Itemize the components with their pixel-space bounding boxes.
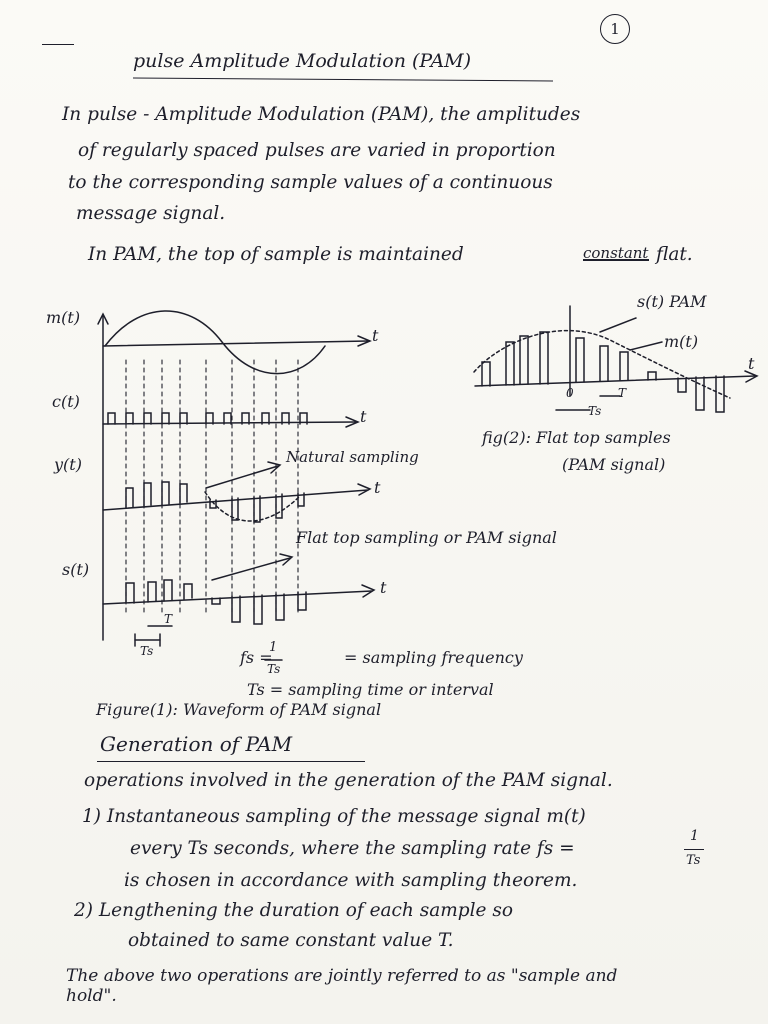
fig2-mt-label: m(t) — [664, 332, 699, 351]
generation-underline — [97, 761, 365, 762]
closing-line-2: hold". — [66, 986, 117, 1006]
generation-heading: Generation of PAM — [100, 732, 293, 756]
fs-lhs: fs = — [240, 648, 273, 667]
ct-label: c(t) — [52, 392, 80, 411]
intro-line-2: of regularly spaced pulses are varied in proportion — [78, 140, 556, 161]
step2-line-1: 2) Lengthening the duration of each sample so — [74, 900, 514, 921]
fig2-caption-2: (PAM signal) — [562, 455, 666, 474]
intro-line-1: In pulse - Amplitude Modulation (PAM), the amplitudes — [62, 104, 581, 125]
step1-frac-den: Ts — [686, 853, 701, 868]
st-t-label: t — [380, 578, 387, 597]
fig2-t-label: t — [748, 354, 755, 373]
intro-line-5a: In PAM, the top of sample is maintained — [88, 244, 464, 265]
fs-num: 1 — [269, 640, 278, 655]
natural-sampling-label: Natural sampling — [286, 448, 419, 466]
fig2-caption-1: fig(2): Flat top samples — [482, 428, 671, 447]
generation-intro: operations involved in the generation of the PAM signal. — [84, 770, 613, 791]
step1-line-3: is chosen in accordance with sampling theorem. — [124, 870, 578, 891]
ct-t-label: t — [360, 407, 367, 426]
ts-definition: Ts = sampling time or interval — [247, 680, 494, 699]
struck-word: constant — [583, 244, 649, 262]
page-title: pulse Amplitude Modulation (PAM) — [133, 50, 472, 72]
closing-line-1: The above two operations are jointly referred to as "sample and — [66, 966, 618, 986]
yt-label: y(t) — [54, 455, 82, 474]
step1-frac-num: 1 — [690, 828, 699, 844]
fs-den: Ts — [267, 662, 281, 676]
step2-line-2: obtained to same constant value T. — [128, 930, 454, 951]
yt-t-label: t — [374, 478, 381, 497]
fs-rhs: = sampling frequency — [344, 648, 523, 667]
fig2-Ts-label: Ts — [588, 404, 602, 418]
intro-line-4: message signal. — [76, 203, 226, 224]
intro-line-3: to the corresponding sample values of a continuous — [68, 172, 553, 193]
fig2-st-label: s(t) PAM — [637, 292, 707, 311]
fig2-time-axis — [475, 376, 755, 386]
page-number: 1 — [600, 14, 630, 44]
mt-t-label: t — [372, 326, 379, 345]
st-label: s(t) — [62, 560, 90, 579]
figure1-caption: Figure(1): Waveform of PAM signal — [96, 700, 382, 719]
flattop-sampling-label: Flat top sampling or PAM signal — [296, 528, 557, 547]
step1-line-2: every Ts seconds, where the sampling rate fs = — [130, 838, 575, 859]
Ts-marker-label: Ts — [140, 644, 154, 658]
T-marker-label: T — [164, 612, 173, 626]
step1-frac-bar — [684, 849, 704, 850]
mt-label: m(t) — [46, 308, 81, 327]
step1-line-1: 1) Instantaneous sampling of the message signal m(t) — [82, 806, 586, 827]
fig2-zero-label: 0 — [566, 386, 574, 400]
fig2-T-label: T — [618, 386, 627, 400]
intro-line-5b: flat. — [656, 244, 693, 265]
